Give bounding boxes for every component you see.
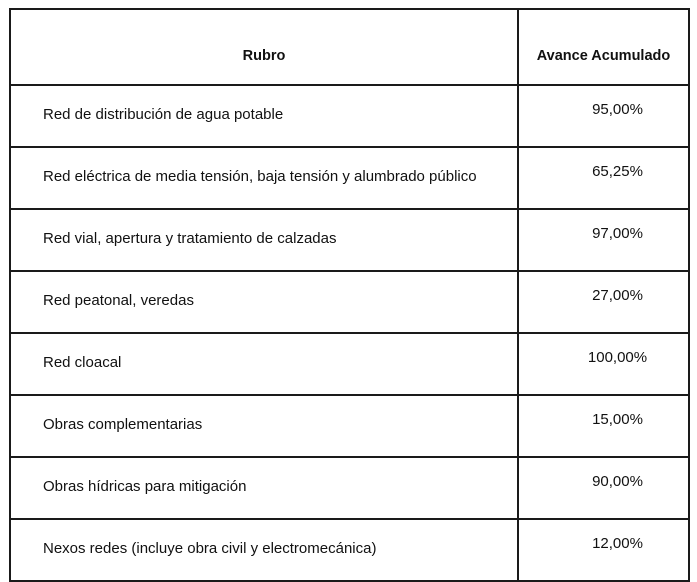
table-header-row <box>10 9 689 85</box>
cell-avance: 12,00% <box>518 519 689 581</box>
cell-rubro: Red vial, apertura y tratamiento de calzadas <box>10 209 518 271</box>
cell-avance: 27,00% <box>518 271 689 333</box>
table-row <box>10 333 689 395</box>
column-header-rubro: Rubro <box>10 9 518 85</box>
cell-rubro: Obras hídricas para mitigación <box>10 457 518 519</box>
cell-avance: 95,00% <box>518 85 689 147</box>
cell-rubro: Nexos redes (incluye obra civil y electromecánica) <box>10 519 518 581</box>
cell-avance: 97,00% <box>518 209 689 271</box>
progress-table <box>9 8 690 582</box>
progress-table-container <box>9 8 688 582</box>
cell-rubro: Red de distribución de agua potable <box>10 85 518 147</box>
cell-avance: 65,25% <box>518 147 689 209</box>
cell-rubro: Red eléctrica de media tensión, baja tensión y alumbrado público <box>10 147 518 209</box>
table-row <box>10 457 689 519</box>
table-row <box>10 271 689 333</box>
table-row <box>10 395 689 457</box>
cell-avance: 100,00% <box>518 333 689 395</box>
cell-rubro: Obras complementarias <box>10 395 518 457</box>
table-row <box>10 209 689 271</box>
cell-avance: 15,00% <box>518 395 689 457</box>
cell-avance: 90,00% <box>518 457 689 519</box>
table-row <box>10 147 689 209</box>
cell-rubro: Red cloacal <box>10 333 518 395</box>
table-row <box>10 85 689 147</box>
column-header-avance: Avance Acumulado <box>518 9 689 85</box>
cell-rubro: Red peatonal, veredas <box>10 271 518 333</box>
table-row <box>10 519 689 581</box>
